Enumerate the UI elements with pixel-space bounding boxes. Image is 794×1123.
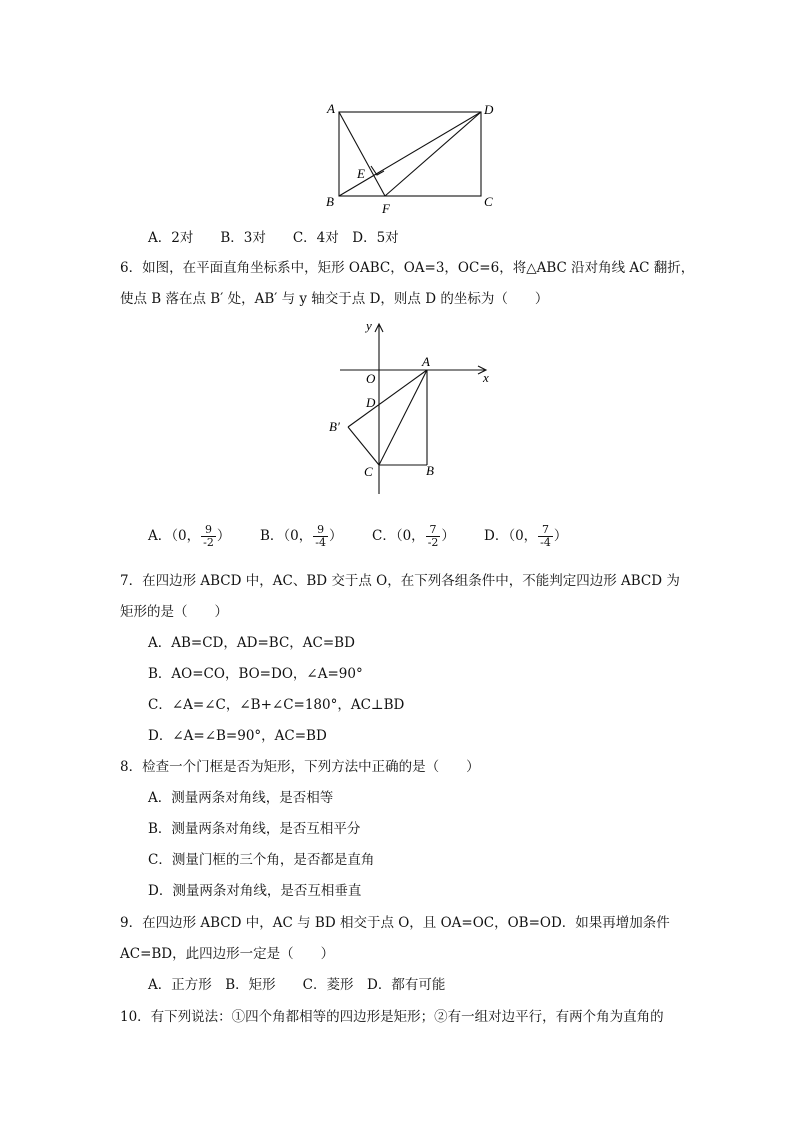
label-D: D xyxy=(484,102,494,117)
q7-option-d: D．∠A=∠B=90°，AC=BD xyxy=(148,728,327,744)
label-E: E xyxy=(357,166,365,181)
q7-stem-line1: 7．在四边形 ABCD 中，AC、BD 交于点 O，在下列各组条件中，不能判定四边形 ABCD 为 xyxy=(120,573,680,589)
q6-stem-line2: 使点 B 落在点 B′ 处，AB′ 与 y 轴交于点 D，则点 D 的坐标为（ ） xyxy=(120,291,549,307)
q8-option-b: B．测量两条对角线，是否互相平分 xyxy=(148,821,361,837)
q8-stem-line1: 8．检查一个门框是否为矩形，下列方法中正确的是（ ） xyxy=(120,759,480,775)
q9-options: A．正方形 B．矩形 C．菱形 D．都有可能 xyxy=(148,977,446,993)
label-B-prime: B′ xyxy=(329,419,340,434)
q8-option-c: C．测量门框的三个角，是否都是直角 xyxy=(148,852,375,868)
q10-stem-line1: 10．有下列说法：①四个角都相等的四边形是矩形；②有一组对边平行，有两个角为直角的 xyxy=(120,1009,664,1025)
q8-option-a: A．测量两条对角线，是否相等 xyxy=(148,790,334,806)
q6-option-d: D．（0， $\frac{7}{-4}$ ） xyxy=(484,523,568,549)
q7-option-a: A．AB=CD，AD=BC，AC=BD xyxy=(148,635,355,651)
label-x: x xyxy=(483,370,489,385)
q9-stem-line1: 9．在四边形 ABCD 中，AC 与 BD 相交于点 O，且 OA=OC，OB=OD．如果再增加条件 xyxy=(120,915,670,931)
label-A: A xyxy=(327,101,335,116)
q6-option-a: A．（0， $\frac{9}{-2}$ ） xyxy=(148,523,231,549)
figure-rectangle-abcd xyxy=(320,98,500,218)
label-A: A xyxy=(422,354,430,369)
label-B: B xyxy=(426,463,434,478)
q7-stem-line2: 矩形的是（ ） xyxy=(120,604,228,620)
q5-options: A．2对 B．3对 C．4对 D．5对 xyxy=(148,230,399,246)
q9-stem-line2: AC=BD，此四边形一定是（ ） xyxy=(120,946,335,962)
label-F: F xyxy=(382,201,390,216)
q6-option-c: C．（0， $\frac{7}{-2}$ ） xyxy=(372,523,455,549)
label-y: y xyxy=(366,318,372,333)
q7-option-b: B．AO=CO，BO=DO，∠A=90° xyxy=(148,666,363,682)
figure-coordinate-plane xyxy=(320,316,500,501)
label-C: C xyxy=(484,194,493,209)
q6-option-b: B．（0， $\frac{9}{-4}$ ） xyxy=(260,523,343,549)
label-C: C xyxy=(364,464,373,479)
q7-option-c: C．∠A=∠C，∠B+∠C=180°，AC⊥BD xyxy=(148,697,405,713)
label-B: B xyxy=(326,194,334,209)
label-O: O xyxy=(366,371,376,386)
label-D: D xyxy=(366,395,376,410)
q6-stem-line1: 6．如图，在平面直角坐标系中，矩形 OABC，OA=3，OC=6，将△ABC 沿对角线 AC 翻折， xyxy=(120,260,695,276)
q8-option-d: D．测量两条对角线，是否互相垂直 xyxy=(148,883,362,899)
